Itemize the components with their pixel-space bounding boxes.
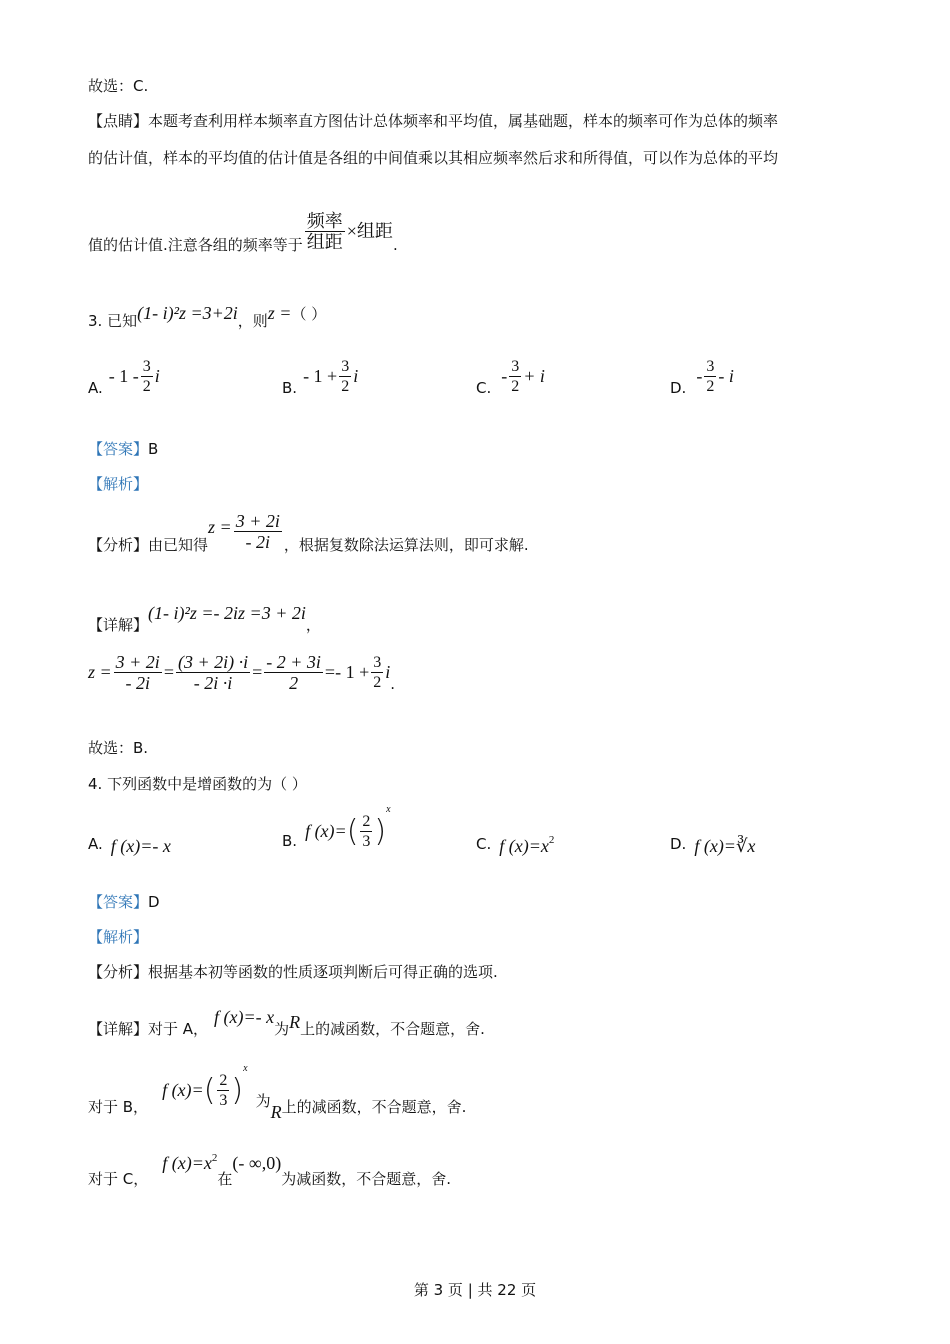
option-post: i: [353, 365, 359, 386]
option-label: B.: [282, 379, 298, 397]
case-label: 对于 B，: [88, 1098, 149, 1116]
option-pre: -: [696, 365, 703, 386]
q3-jiexi-label: 【解析】: [88, 475, 149, 493]
wei: 为: [255, 1092, 271, 1110]
option-post: i: [154, 365, 160, 386]
denominator: 2: [142, 377, 151, 395]
fraction: [305, 211, 345, 252]
fenxi-post: ，根据复数除法运算法则，即可求解.: [283, 536, 529, 554]
q3-answer: [88, 438, 158, 459]
exponent: x: [386, 804, 391, 815]
q4-detail-c: [88, 1138, 451, 1189]
answer-value: D: [148, 892, 160, 911]
option-math: f (x)=∛x: [694, 836, 756, 856]
exponent: x: [243, 1063, 248, 1074]
q2-conclusion: 故选：C.: [88, 77, 149, 95]
q4-fenxi: [88, 961, 498, 982]
q4-detail-a: [88, 996, 485, 1039]
fenxi-label: 【分析】: [88, 536, 149, 554]
denominator: 3: [219, 1092, 228, 1109]
period: .: [392, 235, 398, 254]
q3-equation: (1- i)²z =3+2i: [137, 303, 238, 323]
fraction: [141, 357, 153, 396]
q4-option-d: [670, 830, 755, 857]
denominator: 3: [362, 833, 371, 850]
q3-fenxi: [88, 508, 529, 555]
q3-stem: [88, 296, 326, 331]
fenxi-text: 根据基本初等函数的性质逐项判断后可得正确的选项.: [148, 963, 498, 981]
option-label: A.: [88, 834, 103, 853]
frac-tail: ×组距: [346, 220, 393, 241]
denominator: 2: [373, 674, 382, 691]
answer-value: B: [148, 439, 159, 458]
q3-chain: [88, 652, 395, 693]
q3-then: ，则: [237, 312, 268, 330]
fraction: [217, 1071, 229, 1110]
page-footer: 第 3 页 | 共 22 页: [413, 1281, 537, 1299]
equals: =: [252, 662, 263, 682]
interval: (- ∞,0): [232, 1153, 282, 1173]
q3-conclusion: 故选：B.: [88, 739, 149, 757]
dianjing-text: 本题考查利用样本频率直方图估计总体频率和平均值，属基础题，样本的频率可作为总体的频率: [148, 112, 779, 130]
option-label: C.: [476, 379, 492, 397]
function-math: f (x)=- x: [214, 1007, 275, 1027]
denominator: 2: [511, 377, 520, 395]
xiangjie-equation: (1- i)²z =- 2iz =3 + 2i: [148, 603, 306, 623]
numerator: 2: [362, 813, 371, 830]
q4-detail-b: [88, 1058, 466, 1123]
left-paren: (: [203, 1073, 216, 1108]
q3-option-b: [282, 355, 358, 397]
option-post: - i: [718, 365, 734, 386]
function-math: f (x)=: [162, 1080, 204, 1100]
numerator: 3: [706, 357, 715, 375]
fraction: [339, 357, 351, 396]
option-pre: - 1 +: [303, 365, 338, 386]
q4-option-c: [476, 830, 554, 857]
q4-option-a: [88, 830, 171, 857]
q4-answer: [88, 891, 160, 912]
denominator: 组距: [306, 232, 343, 252]
numerator: 3 + 2i: [115, 652, 160, 672]
q4-jiexi-label: 【解析】: [88, 928, 149, 946]
exponent: 2: [548, 833, 555, 846]
fraction: [264, 652, 323, 693]
z-eq: z =: [88, 662, 112, 682]
dianjing-text3: 值的估计值.注意各组的频率等于: [88, 236, 303, 254]
case-label: 对于 C，: [88, 1170, 149, 1188]
fenxi-label: 【分析】: [88, 963, 149, 981]
option-label: C.: [476, 834, 492, 853]
dianjing-line2: 的估计值，样本的平均值的估计值是各组的中间值乘以其相应频率然后求和所得值，可以作为总体的平均: [88, 149, 779, 167]
zai: 在: [217, 1170, 233, 1188]
denominator: - 2i: [125, 673, 150, 693]
answer-label: 【答案】: [88, 893, 149, 911]
case-text: 为减函数，不合题意，舍.: [281, 1170, 451, 1188]
imag-unit: i: [385, 662, 391, 682]
q3-number: 3. 已知: [88, 312, 138, 330]
numerator: 2: [219, 1072, 228, 1089]
exponent: 2: [211, 1151, 218, 1164]
right-paren: ): [231, 1073, 244, 1108]
q3-option-c: [476, 355, 545, 397]
q3-blank: （ ）: [291, 305, 327, 323]
q3-option-d: [670, 355, 734, 397]
denominator: 2: [289, 673, 299, 693]
z-eq: z =: [208, 517, 232, 537]
numerator: (3 + 2i) ·i: [177, 652, 249, 672]
right-paren: ): [374, 814, 387, 849]
numerator: 3: [341, 357, 350, 375]
numerator: 3: [373, 654, 382, 671]
fraction: [509, 357, 521, 396]
denominator: 2: [706, 377, 715, 395]
denominator: 2: [341, 377, 350, 395]
denominator: - 2i ·i: [193, 673, 233, 693]
left-paren: (: [346, 814, 359, 849]
reals: R: [270, 1102, 282, 1122]
equals-result: =- 1 +: [324, 662, 370, 682]
dianjing-label: 【点睛】: [88, 112, 149, 130]
answer-label: 【答案】: [88, 440, 149, 458]
xiangjie-label: 【详解】: [88, 1020, 149, 1038]
case-text: 上的减函数，不合题意，舍.: [300, 1020, 485, 1038]
denominator: - 2i: [245, 532, 271, 552]
numerator: - 2 + 3i: [266, 652, 321, 672]
fraction: [234, 511, 282, 552]
fenxi-pre: 由已知得: [148, 536, 209, 554]
numerator: 3: [511, 357, 520, 375]
numerator: 频率: [306, 211, 343, 231]
wei: 为: [274, 1020, 290, 1038]
xiangjie-label: 【详解】: [88, 616, 149, 634]
option-label: B.: [282, 831, 298, 850]
q3-z: z =: [267, 303, 292, 323]
fraction: [371, 653, 383, 692]
option-pre: -: [501, 365, 508, 386]
option-math: f (x)=- x: [110, 836, 171, 856]
option-pre: - 1 -: [108, 365, 139, 386]
q4-option-b: [282, 804, 391, 851]
option-math: f (x)=: [305, 821, 347, 841]
option-label: A.: [88, 379, 103, 397]
comma: ，: [305, 616, 321, 634]
option-label: D.: [670, 379, 687, 397]
numerator: 3: [142, 357, 151, 375]
dianjing-line3: [88, 208, 398, 255]
period: .: [390, 674, 396, 693]
option-label: D.: [670, 834, 687, 853]
dianjing-line1: [88, 110, 778, 131]
fraction: [704, 357, 716, 396]
fraction: [360, 812, 372, 851]
fraction: [114, 652, 162, 693]
option-post: + i: [523, 365, 545, 386]
case-label: 对于 A，: [148, 1020, 209, 1038]
case-text: 上的减函数，不合题意，舍.: [281, 1098, 467, 1116]
option-math: f (x)=x: [499, 836, 549, 856]
q3-xiangjie: [88, 592, 321, 635]
equals: =: [163, 662, 174, 682]
fraction: [176, 652, 250, 693]
q4-stem: 4. 下列函数中是增函数的为（ ）: [88, 775, 307, 793]
reals: R: [289, 1012, 301, 1032]
function-math: f (x)=x: [162, 1153, 212, 1173]
numerator: 3 + 2i: [235, 511, 280, 531]
q3-option-a: [88, 355, 160, 397]
